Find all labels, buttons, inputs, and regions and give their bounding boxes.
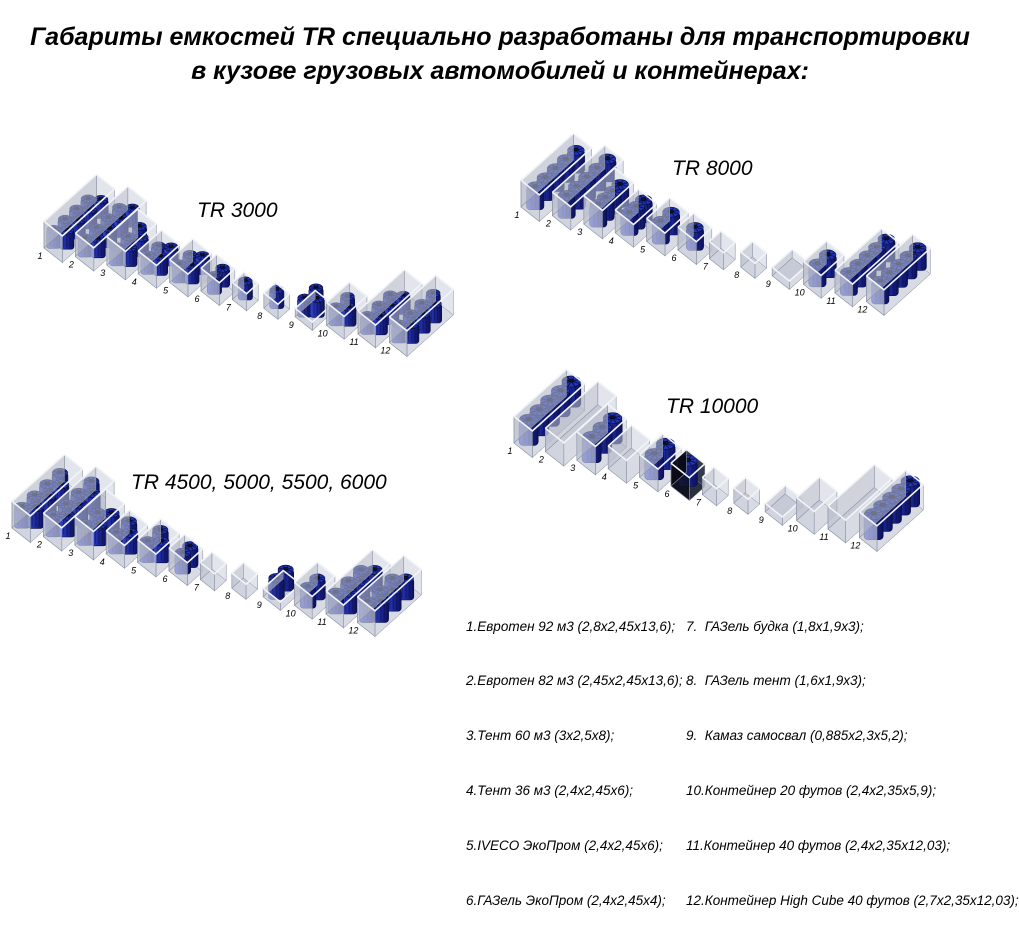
box-number: 11 — [819, 532, 829, 542]
legend-item: 12.Контейнер High Cube 40 футов (2,7х2,35х12,03); — [686, 893, 1019, 909]
box-number: 3 — [577, 227, 583, 238]
box-number: 6 — [194, 294, 200, 304]
legend-item: 5.IVECO ЭкоПром (2,4х2,45х6); — [466, 838, 663, 854]
container-box-9 — [289, 284, 333, 331]
tank-cap — [372, 568, 377, 571]
container-box-9 — [759, 486, 803, 526]
group-label-tr10000: TR 10000 — [666, 395, 759, 418]
group-label-tr8000: TR 8000 — [672, 157, 753, 180]
legend-item: 2.Евротен 82 м3 (2,45х2,45х13,6); — [466, 673, 683, 689]
box-number: 7 — [695, 497, 701, 508]
legend-item: 10.Контейнер 20 футов (2,4х2,35х5,9); — [686, 783, 937, 799]
box-number: 9 — [765, 278, 771, 289]
box-number: 12 — [857, 304, 868, 315]
box-number: 5 — [640, 244, 646, 255]
legend-item: 4.Тент 36 м3 (2,4х2,45х6); — [466, 783, 634, 799]
box-number: 11 — [826, 296, 836, 306]
legend-item: 11.Контейнер 40 футов (2,4х2,35х12,03); — [686, 838, 951, 854]
box-number: 4 — [99, 556, 105, 567]
box-number: 10 — [317, 328, 328, 339]
box-number: 4 — [608, 235, 614, 246]
box-number: 1 — [514, 210, 520, 220]
tank-cap — [573, 148, 578, 151]
legend-item: 1.Евротен 92 м3 (2,8х2,45х13,6); — [466, 618, 676, 634]
box-number: 11 — [317, 617, 327, 627]
box-number: 5 — [633, 480, 639, 491]
box-number: 8 — [225, 591, 231, 602]
box-number: 1 — [37, 251, 43, 261]
tank-cap — [568, 379, 574, 382]
box-number: 3 — [570, 463, 576, 474]
box-number: 7 — [225, 302, 231, 313]
box-number: 9 — [758, 514, 764, 525]
tank-cap — [907, 479, 913, 482]
tank-cap — [641, 198, 646, 201]
legend-item: 8. ГАЗель тент (1,6х1,9х3); — [686, 673, 866, 689]
legend-column-2 — [686, 581, 1019, 947]
box-number: 2 — [36, 539, 42, 550]
box-number: 10 — [787, 523, 798, 534]
box-number: 3 — [100, 268, 106, 279]
box-number: 6 — [162, 574, 168, 584]
group-label-tr4500: TR 4500, 5000, 5500, 6000 — [131, 471, 387, 494]
box-number: 8 — [734, 270, 740, 281]
box-number: 12 — [348, 625, 359, 636]
tank-cap — [605, 157, 610, 160]
box-number: 4 — [131, 276, 137, 287]
container-box-8 — [225, 563, 257, 602]
tank-cap — [220, 266, 224, 268]
box-number: 8 — [257, 311, 263, 322]
box-number: 2 — [538, 454, 544, 465]
box-number: 9 — [288, 319, 294, 330]
group-label-tr3000: TR 3000 — [197, 199, 278, 222]
box-number: 6 — [664, 489, 670, 499]
tank-cap — [188, 544, 193, 547]
legend-column-1 — [466, 581, 683, 947]
legend-item: 9. Камаз самосвал (0,885х2,3х5,2); — [686, 728, 908, 744]
tank-cap — [404, 576, 409, 579]
box-number: 1 — [507, 446, 513, 456]
box-number: 7 — [702, 261, 708, 272]
box-number: 2 — [68, 259, 74, 270]
tank-cap — [283, 567, 288, 570]
box-number: 9 — [256, 599, 262, 610]
box-number: 12 — [850, 540, 861, 551]
box-number: 1 — [5, 531, 11, 541]
box-number: 11 — [349, 337, 359, 347]
box-number: 4 — [601, 471, 607, 482]
box-number: 12 — [380, 345, 391, 356]
box-number: 10 — [285, 608, 296, 619]
tank-cap — [130, 206, 134, 208]
container-box-9 — [257, 565, 301, 610]
legend-item: 3.Тент 60 м3 (3х2,5х8); — [466, 728, 615, 744]
tank-cap — [663, 441, 669, 444]
tank-cap — [314, 286, 318, 288]
tank-cap — [915, 245, 920, 248]
tank-cap — [884, 237, 889, 240]
title-line-2: в кузове грузовых автомобилей и контейнерах: — [191, 57, 809, 85]
tank-cap — [137, 224, 141, 226]
box-number: 8 — [727, 506, 733, 517]
legend-item: 7. ГАЗель будка (1,8х1,9х3); — [686, 618, 864, 634]
box-number: 5 — [163, 285, 169, 296]
tank-cap — [610, 416, 616, 419]
box-number: 6 — [671, 253, 677, 263]
tank-cap — [200, 253, 204, 255]
box-number: 7 — [193, 582, 199, 593]
container-box-8 — [257, 283, 289, 322]
container-box-9 — [766, 250, 810, 290]
tank-cap — [315, 296, 319, 298]
title-line-1: Габариты емкостей TR специально разработаны для транспортировки — [30, 23, 970, 51]
tank-cap — [618, 182, 623, 185]
box-number: 10 — [794, 287, 805, 298]
container-box-8 — [727, 478, 759, 517]
box-number: 2 — [545, 218, 551, 229]
container-box-8 — [734, 242, 766, 281]
box-number: 5 — [131, 565, 137, 576]
tank-cap — [169, 245, 173, 247]
legend-item: 6.ГАЗель ЭкоПром (2,4х2,45х4); — [466, 893, 666, 909]
box-number: 3 — [68, 548, 74, 559]
